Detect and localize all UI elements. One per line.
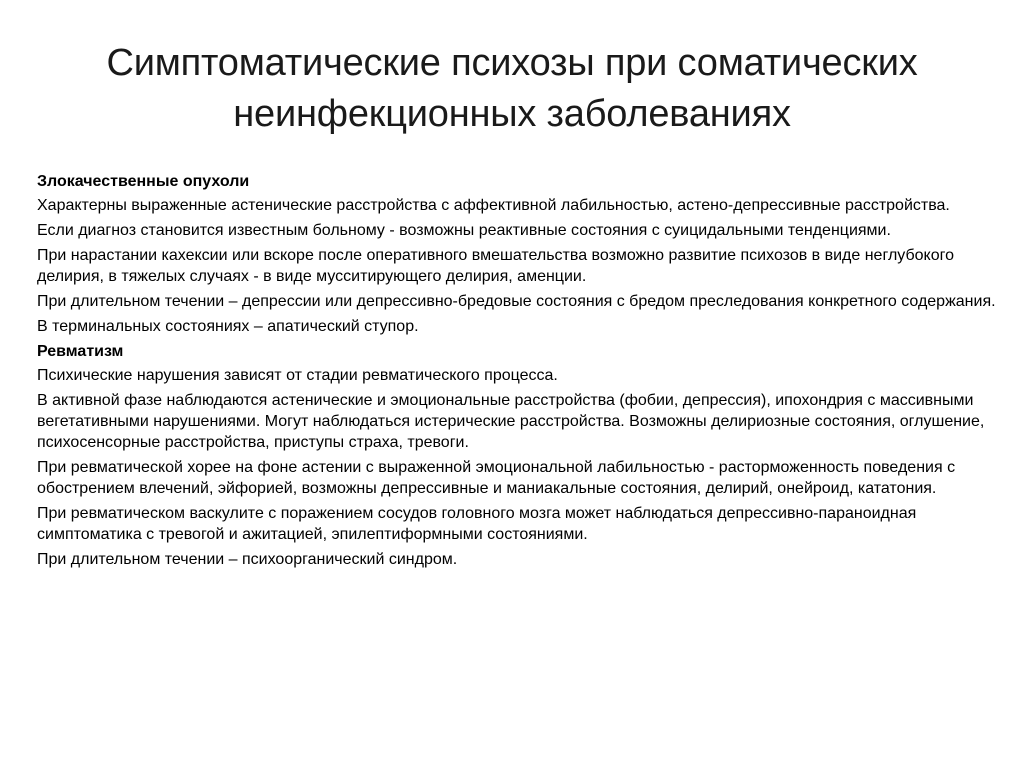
paragraph: Характерны выраженные астенические расстройства с аффективной лабильностью, астено-депрессивные расстройства.: [37, 197, 950, 214]
paragraph: В терминальных состояниях – апатический ступор.: [37, 318, 419, 335]
paragraph: При ревматической хорее на фоне астении с выраженной эмоциональной лабильностью - расторможенность поведения с обострением влечений, эйфорией, возможны депрессивные и маниакальные состояния, делирий, онейроид, кататония.: [37, 459, 956, 497]
section-rheumatism: [37, 341, 1002, 570]
slide-title-line-2: неинфекционных заболеваниях: [233, 93, 791, 135]
paragraph: При длительном течении – депрессии или депрессивно-бредовые состояния с бредом преследования конкретного содержания.: [37, 293, 996, 310]
paragraph: При нарастании кахексии или вскоре после оперативного вмешательства возможно развитие психозов в виде неглубокого делирия, в тяжелых случаях - в виде мусситирующего делирия, аменции.: [37, 247, 954, 285]
paragraph: Психические нарушения зависят от стадии ревматического процесса.: [37, 367, 558, 384]
paragraph: При ревматическом васкулите с поражением сосудов головного мозга может наблюдаться депрессивно-параноидная симптоматика с тревогой и ажитацией, эпилептиформными состояниями.: [37, 505, 917, 543]
slide-body: [37, 171, 1002, 574]
slide-title: [40, 38, 984, 140]
section-heading: Злокачественные опухоли: [37, 173, 250, 190]
paragraph: Если диагноз становится известным больному - возможны реактивные состояния с суицидальными тенденциями.: [37, 222, 891, 239]
slide-title-line-1: Симптоматические психозы при соматических: [106, 42, 918, 84]
section-tumors: [37, 171, 1002, 337]
section-heading: Ревматизм: [37, 343, 124, 360]
paragraph: При длительном течении – психоорганический синдром.: [37, 551, 458, 568]
paragraph: В активной фазе наблюдаются астенические и эмоциональные расстройства (фобии, депрессия), ипохондрия с массивными вегетативными нарушениями. Могут наблюдаться истерические расстройства. Возможны делириозные состояния, оглушение, психосенсорные расстройства, приступы страха, тревоги.: [37, 392, 985, 451]
